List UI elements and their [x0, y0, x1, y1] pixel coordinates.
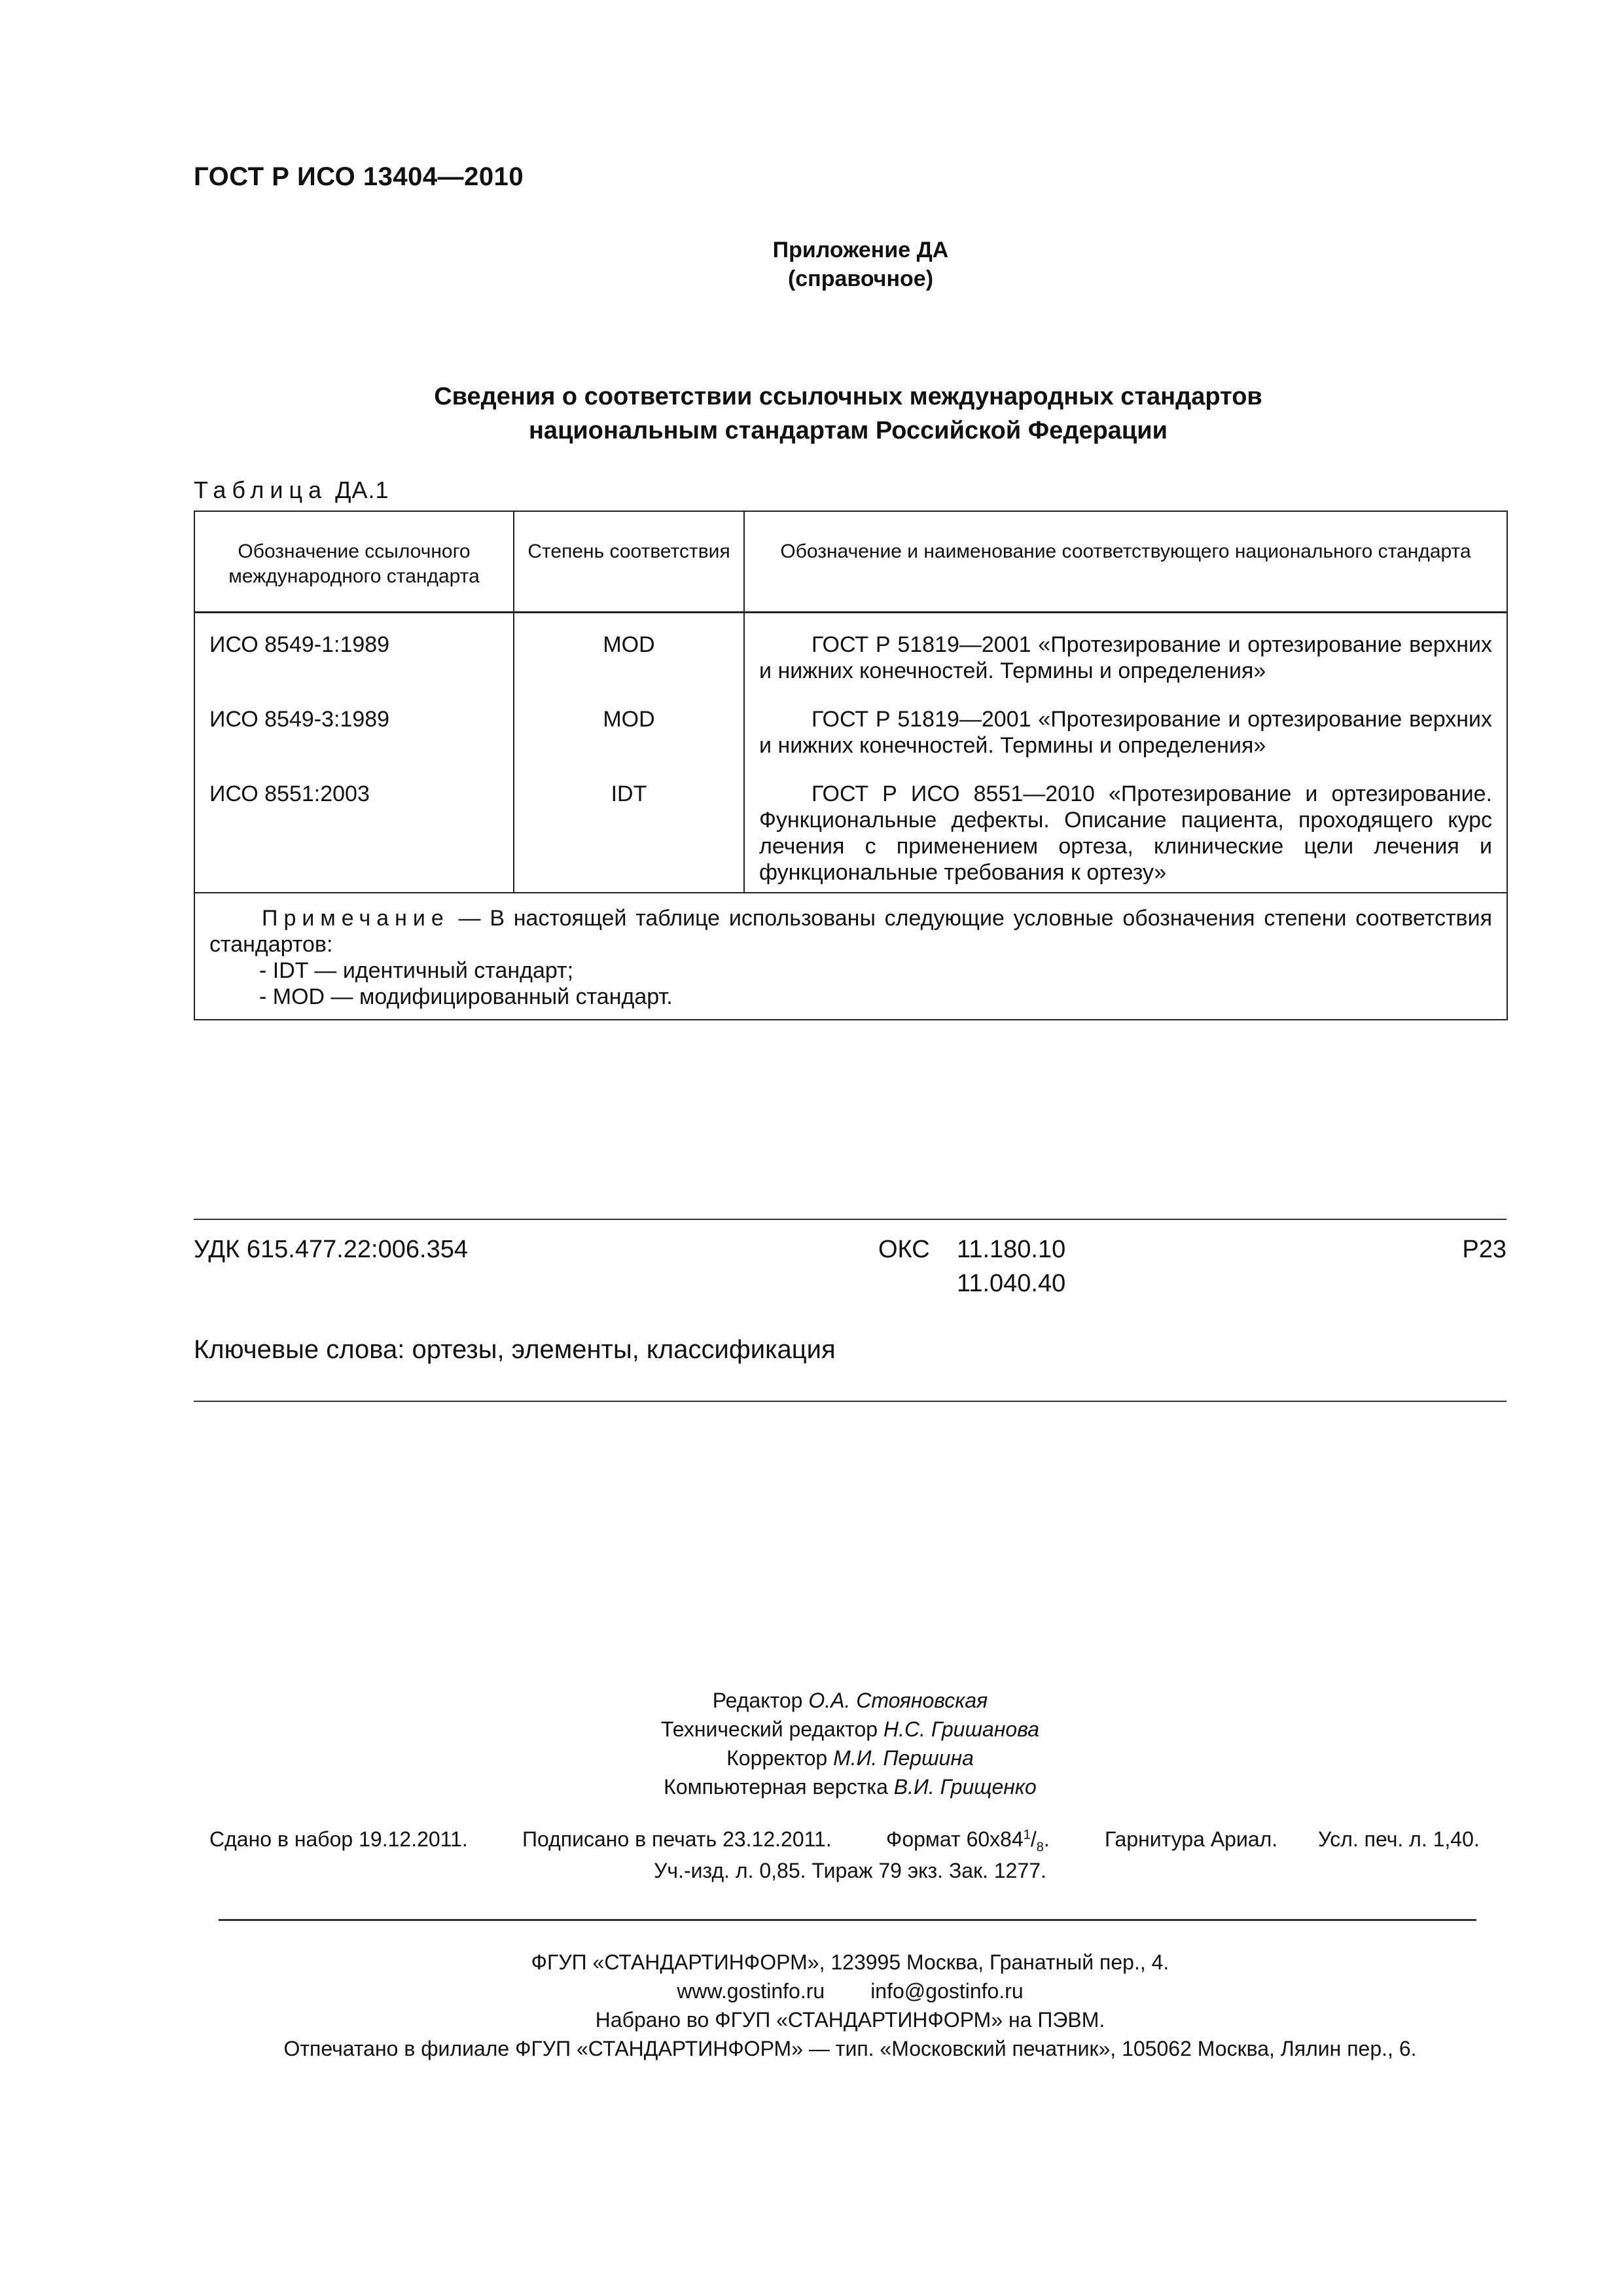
- note-body: — В настоящей таблице использованы следующие условные обозначения степени соответствия стандартов:: [209, 906, 1492, 957]
- column-header-degree: Степень соответствия: [514, 511, 744, 613]
- print-font: Гарнитура Ариал.: [1105, 1827, 1278, 1851]
- section-heading-line-2: национальным стандартам Российской Федерации: [528, 417, 1168, 444]
- credit-role: Корректор: [726, 1746, 834, 1770]
- divider-bottom: [219, 1919, 1476, 1921]
- format-suffix: .: [1043, 1827, 1050, 1851]
- credit-role: Компьютерная верстка: [664, 1775, 894, 1799]
- column-header-national: Обозначение и наименование соответствующего национального стандарта: [744, 511, 1507, 613]
- classification-code: Р23: [1462, 1236, 1507, 1263]
- cell-degree: MOD: [514, 687, 744, 761]
- table-note-row: [194, 893, 1507, 1020]
- credit-role: Технический редактор: [660, 1717, 883, 1741]
- credit-tech-editor: [194, 1715, 1507, 1744]
- printed-at-info: Отпечатано в филиале ФГУП «СТАНДАРТИНФОРМ» — тип. «Московский печатник», 105062 Москва, Лялин пер., 6.: [283, 2037, 1417, 2060]
- credit-editor: [194, 1686, 1507, 1715]
- keywords: Ключевые слова: ортезы, элементы, классификация: [194, 1335, 836, 1364]
- table-note: [194, 893, 1507, 1020]
- cell-intl-standard: ИСО 8549-1:1989: [194, 613, 514, 687]
- table-caption: [194, 476, 389, 504]
- publisher-email[interactable]: info@gostinfo.ru: [870, 1979, 1024, 2003]
- format-denominator: 8: [1036, 1840, 1044, 1855]
- correspondence-table: [194, 511, 1508, 1020]
- format-prefix: Формат 60х84: [886, 1827, 1024, 1851]
- credit-layout: [194, 1772, 1507, 1801]
- note-item-mod: - MOD — модифицированный стандарт.: [259, 984, 673, 1009]
- credit-name: В.И. Грищенко: [893, 1775, 1037, 1799]
- table-header-row: [194, 511, 1507, 613]
- credit-proofreader: [194, 1744, 1507, 1772]
- appendix-title: Приложение ДА: [772, 238, 949, 262]
- print-sent-date: Сдано в набор 19.12.2011.: [209, 1827, 468, 1851]
- print-run-info: Уч.-изд. л. 0,85. Тираж 79 экз. Зак. 1277.: [654, 1859, 1046, 1882]
- table-caption-label: Таблица: [194, 476, 328, 503]
- section-heading-line-1: Сведения о соответствии ссылочных международных стандартов: [434, 383, 1262, 410]
- oks-label: ОКС: [878, 1236, 930, 1263]
- udk-code: УДК 615.477.22:006.354: [194, 1236, 468, 1263]
- cell-national-standard: ГОСТ Р 51819—2001 «Протезирование и ортезирование верхних и нижних конечностей. Термины и определения»: [744, 687, 1507, 761]
- print-format: Формат $60х84^1/_8$.: [886, 1827, 1050, 1855]
- cell-intl-standard: ИСО 8551:2003: [194, 761, 514, 893]
- print-sheets: Усл. печ. л. 1,40.: [1318, 1827, 1480, 1851]
- note-label: Примечание: [262, 906, 450, 931]
- table-row: [194, 613, 1507, 687]
- cell-national-standard: ГОСТ Р 51819—2001 «Протезирование и ортезирование верхних и нижних конечностей. Термины и определения»: [744, 613, 1507, 687]
- print-signed-date: Подписано в печать 23.12.2011.: [522, 1827, 832, 1851]
- note-item-idt: - IDT — идентичный стандарт;: [259, 958, 574, 983]
- divider-top: [194, 1219, 1507, 1220]
- cell-degree: MOD: [514, 613, 744, 687]
- table-row: [194, 761, 1507, 893]
- note-text: [209, 905, 1492, 958]
- credit-role: Редактор: [712, 1689, 809, 1712]
- appendix-subtitle: (справочное): [787, 266, 934, 291]
- publisher-contacts: [194, 1977, 1507, 2005]
- credit-name: М.И. Першина: [833, 1746, 974, 1770]
- document-id: ГОСТ Р ИСО 13404—2010: [194, 162, 524, 191]
- cell-degree: IDT: [514, 761, 744, 893]
- credit-name: О.А. Стояновская: [808, 1689, 988, 1712]
- publisher-address: ФГУП «СТАНДАРТИНФОРМ», 123995 Москва, Гранатный пер., 4.: [531, 1950, 1169, 1974]
- divider-middle: [194, 1401, 1507, 1402]
- column-header-intl: Обозначение ссылочного международного стандарта: [194, 511, 514, 613]
- typeset-info: Набрано во ФГУП «СТАНДАРТИНФОРМ» на ПЭВМ.: [595, 2008, 1105, 2032]
- table-caption-number: ДА.1: [335, 476, 389, 503]
- table-row: [194, 687, 1507, 761]
- oks-code: 11.180.10: [957, 1236, 1066, 1263]
- cell-intl-standard: ИСО 8549-3:1989: [194, 687, 514, 761]
- publisher-website[interactable]: www.gostinfo.ru: [677, 1979, 825, 2003]
- cell-national-standard: ГОСТ Р ИСО 8551—2010 «Протезирование и ортезирование. Функциональные дефекты. Описание пациента, проходящего курс лечения с применением ортеза, клинические цели лечения и функциональные требования к ортезу»: [744, 761, 1507, 893]
- oks-code: 11.040.40: [957, 1270, 1066, 1297]
- format-numerator: 1: [1023, 1827, 1031, 1842]
- credit-name: Н.С. Гришанова: [883, 1717, 1040, 1741]
